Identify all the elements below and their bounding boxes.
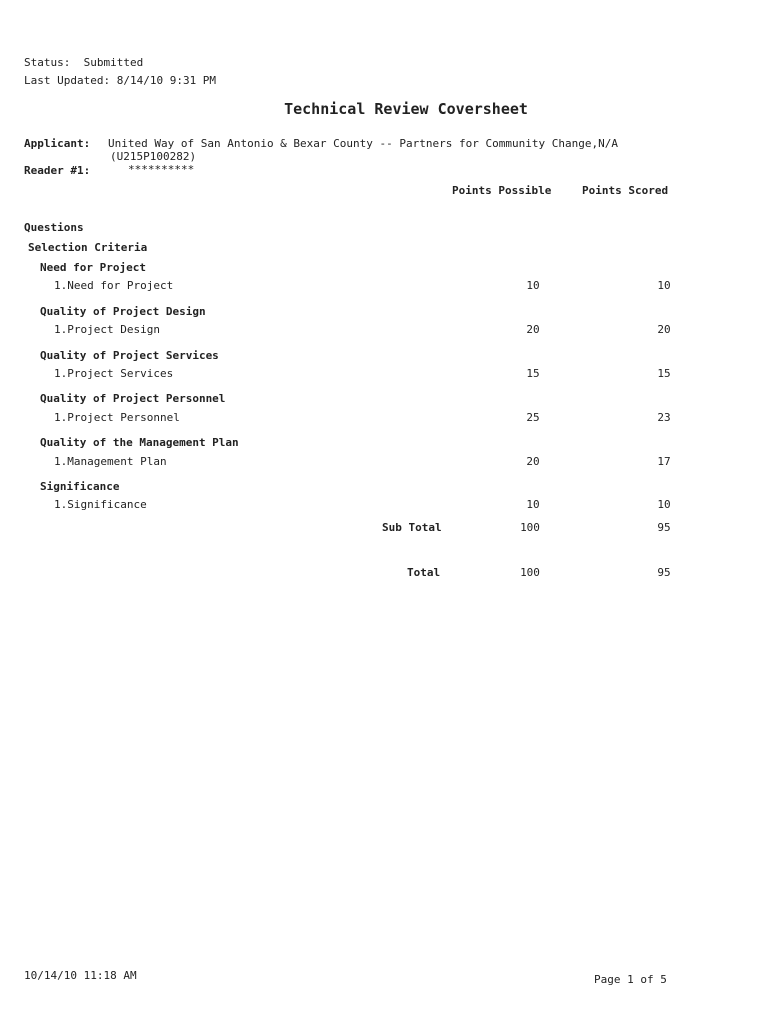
questions-heading: Questions <box>24 221 84 234</box>
subtotal-scored: 95 <box>657 521 671 534</box>
total-possible: 100 <box>520 566 540 579</box>
last-updated-label: Last Updated: <box>24 74 111 87</box>
points-possible: 10 <box>526 498 540 511</box>
points-scored: 20 <box>657 323 671 336</box>
total-label: Total <box>407 566 441 579</box>
status-value: Submitted <box>83 56 144 69</box>
selection-criteria-heading: Selection Criteria <box>28 241 148 254</box>
applicant-label: Applicant: <box>24 137 91 150</box>
section-title: Quality of Project Personnel <box>40 392 226 405</box>
points-scored: 10 <box>657 279 671 292</box>
status-label: Status: <box>24 56 71 69</box>
section-item: 1.Project Design <box>54 323 160 336</box>
points-scored: 17 <box>657 455 671 468</box>
page-title: Technical Review Coversheet <box>284 100 528 118</box>
section-title: Need for Project <box>40 261 146 274</box>
applicant-id: (U215P100282) <box>110 150 197 163</box>
points-possible: 25 <box>526 411 540 424</box>
section-item: 1.Project Services <box>54 367 174 380</box>
last-updated-value: 8/14/10 9:31 PM <box>116 74 217 87</box>
reader-value: ********** <box>128 163 195 176</box>
page-number: Page 1 of 5 <box>594 973 667 986</box>
section-title: Significance <box>40 480 120 493</box>
column-header-possible: Points Possible <box>452 184 552 197</box>
points-possible: 20 <box>526 455 540 468</box>
footer-timestamp: 10/14/10 11:18 AM <box>24 969 137 982</box>
points-scored: 23 <box>657 411 671 424</box>
last-updated-line <box>24 74 216 87</box>
points-possible: 10 <box>526 279 540 292</box>
applicant-name: United Way of San Antonio & Bexar County -- Partners for Community Change,N/A <box>108 137 618 150</box>
reader-label: Reader #1: <box>24 164 91 177</box>
section-item: 1.Project Personnel <box>54 411 180 424</box>
points-scored: 15 <box>657 367 671 380</box>
subtotal-label: Sub Total <box>382 521 442 534</box>
points-scored: 10 <box>657 498 671 511</box>
section-title: Quality of Project Services <box>40 349 219 362</box>
section-item: 1.Need for Project <box>54 279 174 292</box>
section-item: 1.Management Plan <box>54 455 167 468</box>
section-title: Quality of the Management Plan <box>40 436 239 449</box>
section-item: 1.Significance <box>54 498 147 511</box>
section-title: Quality of Project Design <box>40 305 206 318</box>
points-possible: 20 <box>526 323 540 336</box>
subtotal-possible: 100 <box>520 521 540 534</box>
status-line <box>24 56 143 69</box>
points-possible: 15 <box>526 367 540 380</box>
column-header-scored: Points Scored <box>582 184 669 197</box>
total-scored: 95 <box>657 566 671 579</box>
